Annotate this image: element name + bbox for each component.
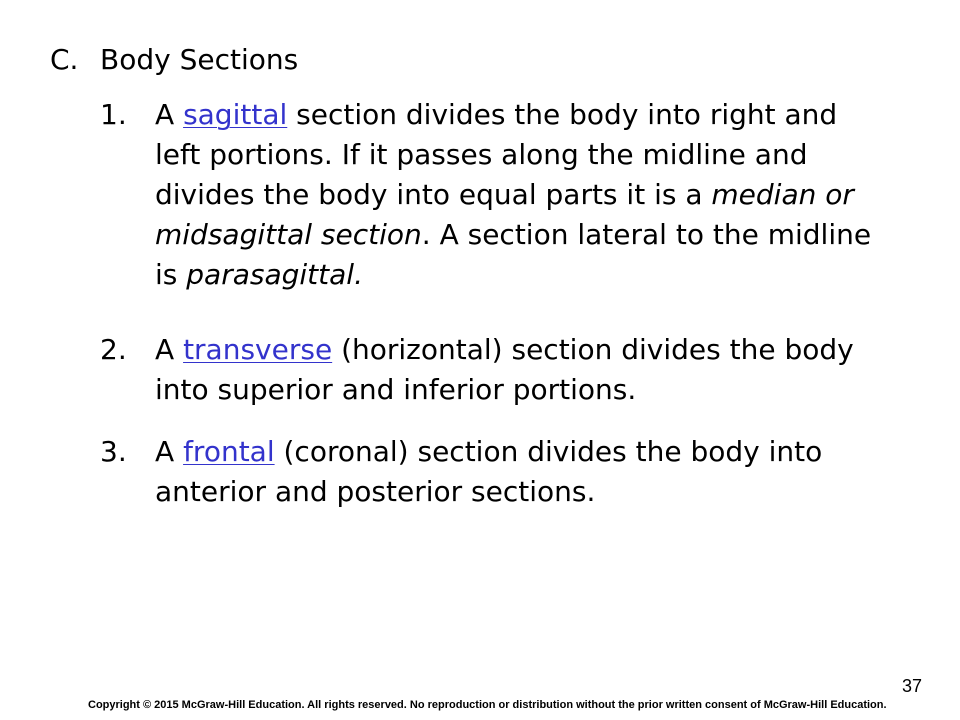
item-text-segment: (horizontal) section divides the body into superior and inferior portions.: [155, 333, 854, 406]
item-number: 1.: [100, 98, 127, 131]
item-number: 3.: [100, 435, 127, 468]
heading-title: Body Sections: [100, 43, 299, 76]
item-text: [155, 95, 880, 295]
item-text: [155, 432, 880, 512]
sagittal-link[interactable]: sagittal: [183, 98, 288, 131]
item-text-segment: (coronal) section divides the body into anterior and posterior sections.: [155, 435, 823, 508]
list-item-frontal: [100, 432, 880, 512]
item-text: [155, 330, 880, 410]
item-number: 2.: [100, 333, 127, 366]
heading-number: C.: [50, 43, 79, 76]
item-lead: A: [155, 98, 184, 131]
page-number: 37: [901, 676, 922, 696]
item-text-segment: section divides the body into right and left portions. If it passes along the midline and divides the body into equal parts it is a: [155, 98, 838, 211]
item-text-segment: . A section lateral to the midline is: [155, 218, 872, 291]
frontal-link[interactable]: frontal: [183, 435, 275, 468]
list-item-sagittal: [100, 95, 880, 295]
item-lead: A: [155, 333, 184, 366]
list-item-transverse: [100, 330, 880, 410]
item-lead: A: [155, 435, 184, 468]
parasagittal-term: parasagittal.: [186, 258, 363, 291]
copyright-notice: Copyright © 2015 McGraw-Hill Education. All rights reserved. No reproduction or distribution without the prior written consent of McGraw-Hill Education.: [88, 699, 887, 711]
median-section-term: median or midsagittal section: [155, 178, 854, 251]
section-heading: [50, 40, 298, 80]
transverse-link[interactable]: transverse: [183, 333, 333, 366]
